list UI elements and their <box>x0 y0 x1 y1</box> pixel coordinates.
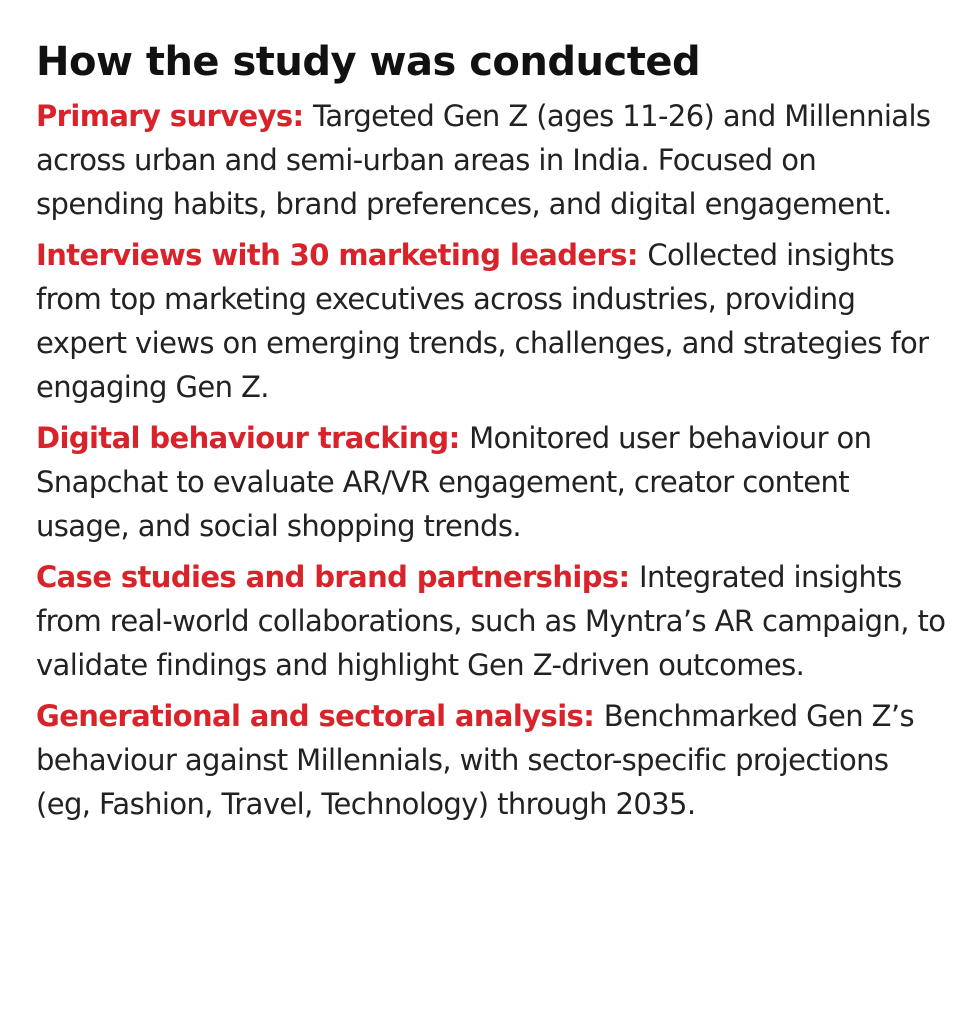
section-interviews <box>36 233 948 409</box>
section-text: Benchmarked Gen Z’s behaviour against Millennials, with sector-specific projections (eg, Fashion, Travel, Technology) through 2035. <box>36 699 915 821</box>
section-text: Targeted Gen Z (ages 11-26) and Millennials across urban and semi-urban areas in India. Focused on spending habits, brand preferences, and digital engagement. <box>36 99 931 221</box>
section-text: Integrated insights from real-world collaborations, such as Myntra’s AR campaign, to validate findings and highlight Gen Z-driven outcomes. <box>36 560 946 682</box>
section-primary-surveys <box>36 94 948 226</box>
section-digital-tracking <box>36 416 948 548</box>
section-text: Collected insights from top marketing executives across industries, providing expert views on emerging trends, challenges, and strategies for engaging Gen Z. <box>36 238 929 404</box>
section-lead: Case studies and brand partnerships: <box>36 560 640 594</box>
study-method-panel <box>36 36 948 833</box>
section-text: Monitored user behaviour on Snapchat to evaluate AR/VR engagement, creator content usage, and social shopping trends. <box>36 421 872 543</box>
section-lead: Digital behaviour tracking: <box>36 421 470 455</box>
section-generational-analysis <box>36 694 948 826</box>
page-title: How the study was conducted <box>36 39 701 85</box>
section-case-studies <box>36 555 948 687</box>
section-lead: Interviews with 30 marketing leaders: <box>36 238 648 272</box>
section-lead: Generational and sectoral analysis: <box>36 699 604 733</box>
section-lead: Primary surveys: <box>36 99 314 133</box>
